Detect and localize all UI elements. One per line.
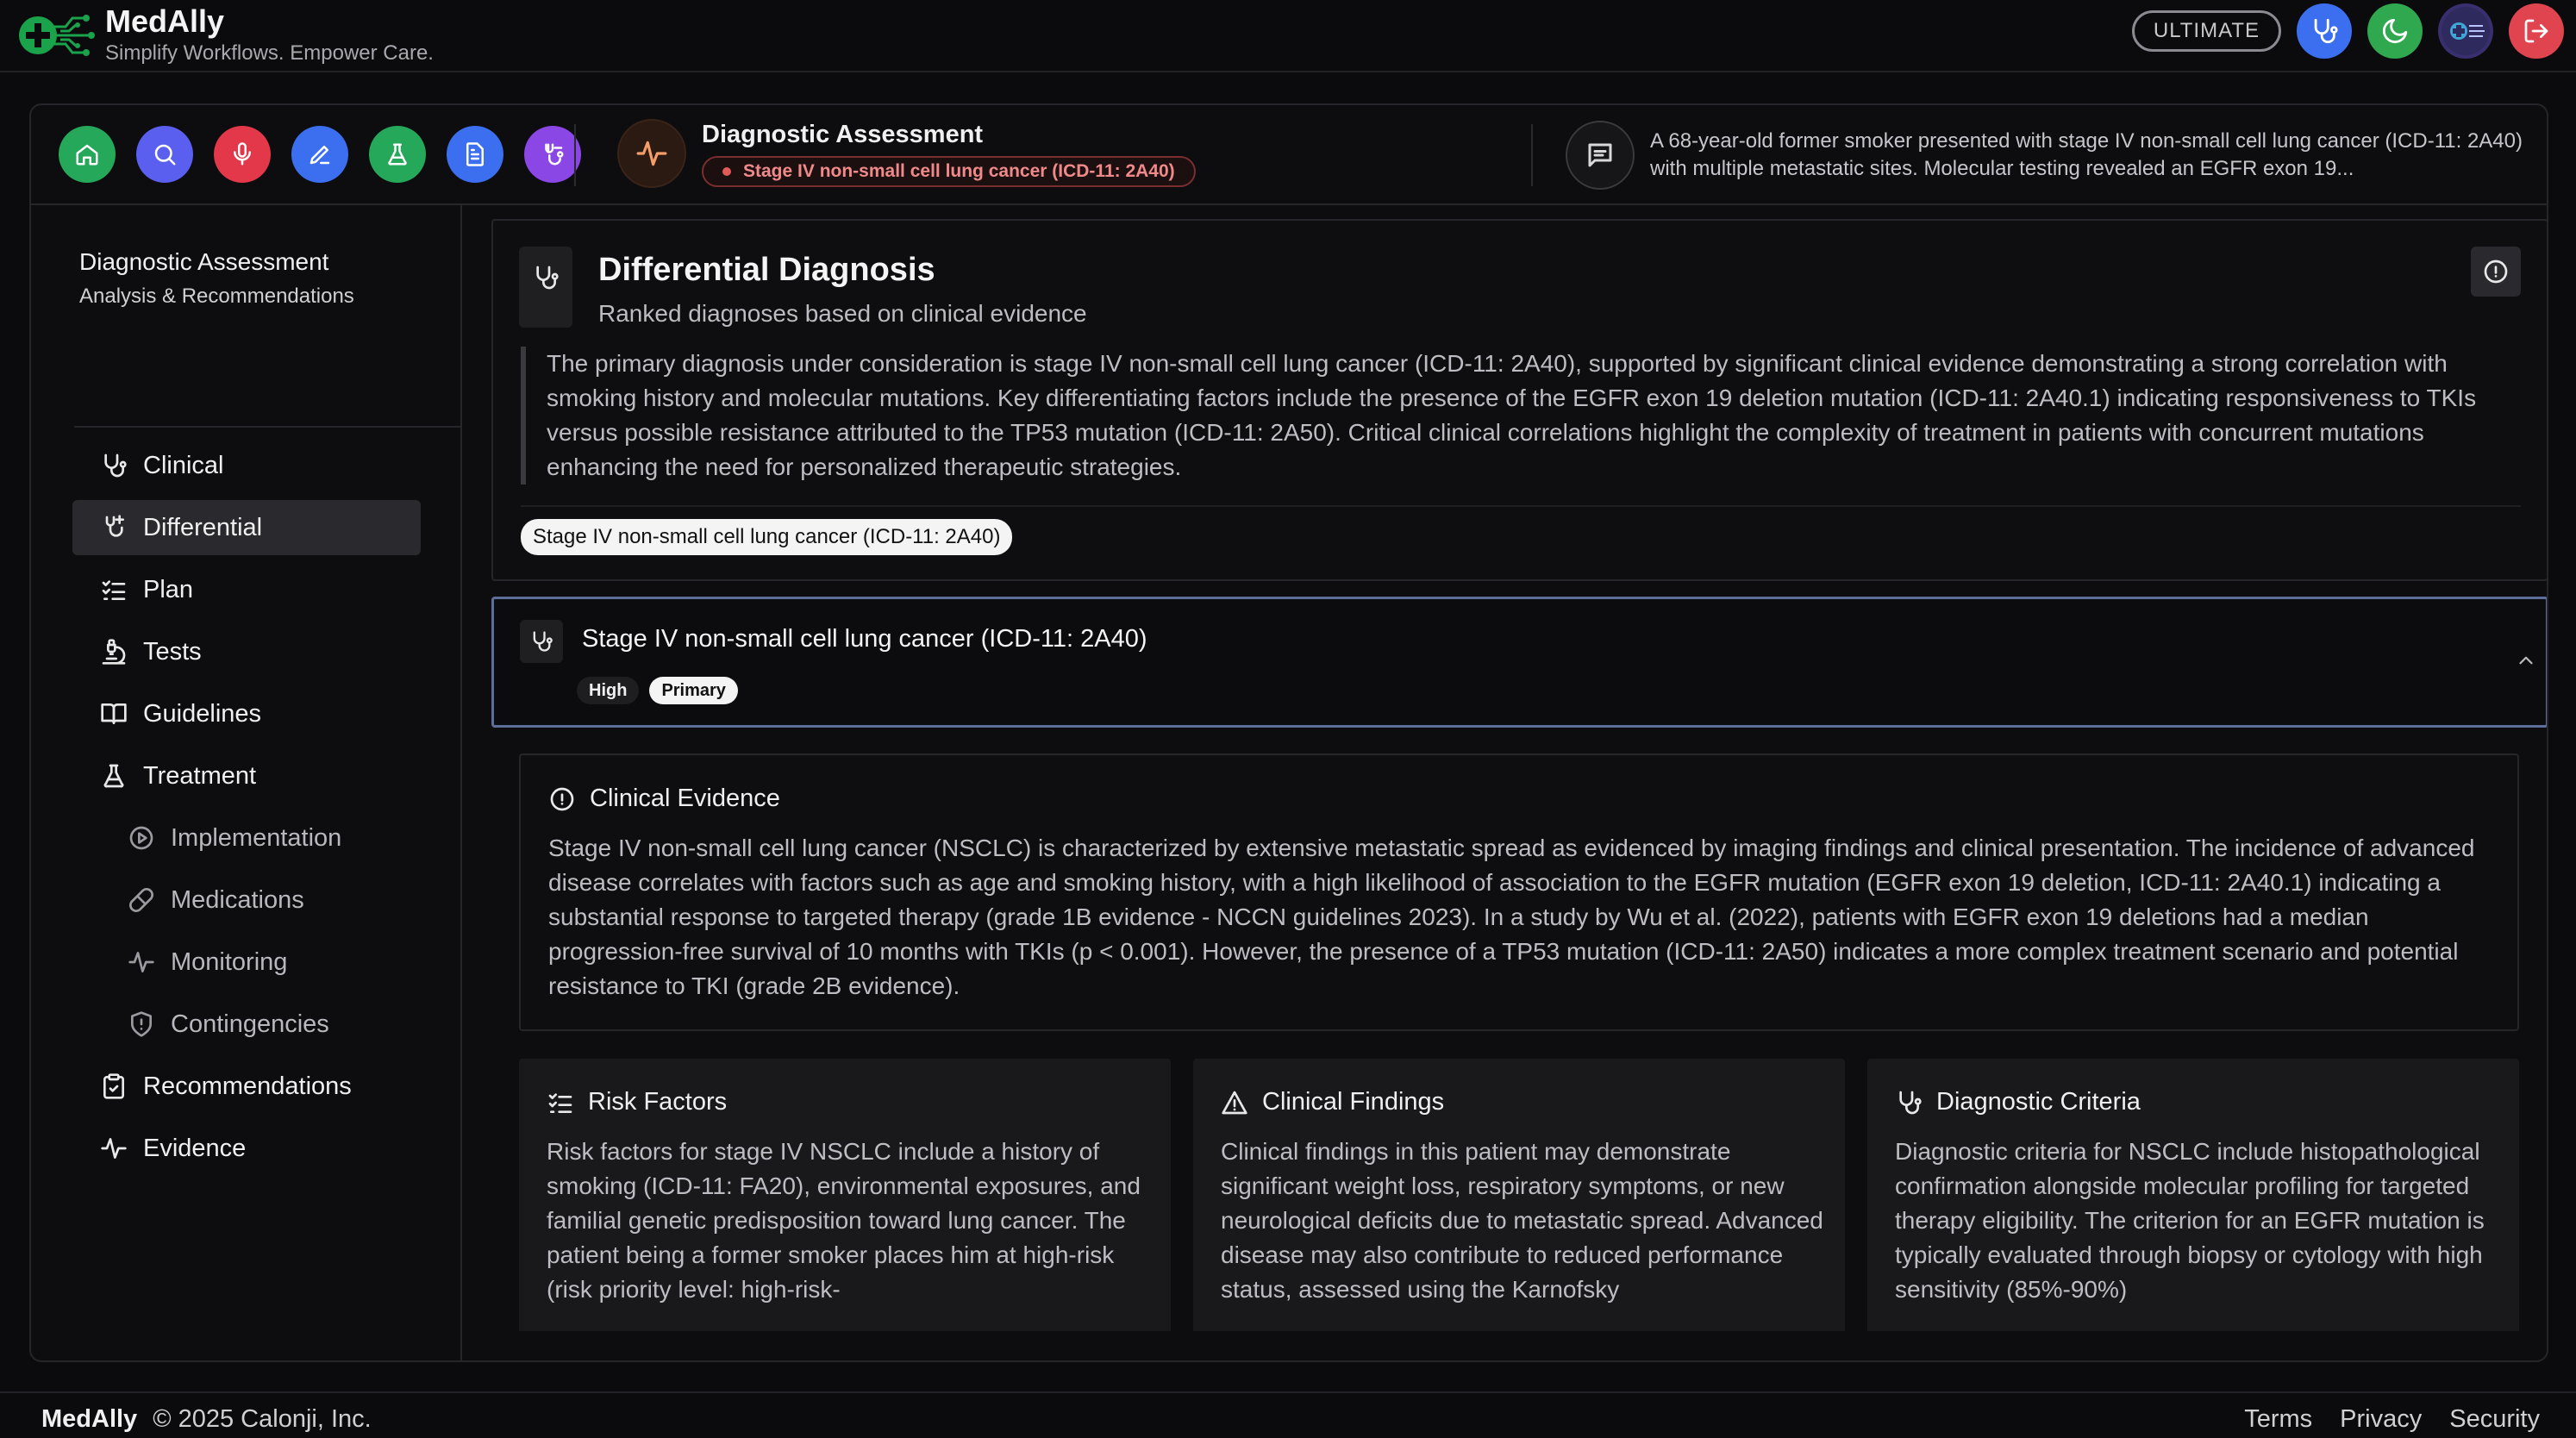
flask-icon bbox=[100, 762, 128, 790]
sidebar-item-medications[interactable] bbox=[72, 872, 421, 928]
clipboard-check-icon bbox=[100, 1072, 128, 1100]
sidebar-title: Diagnostic Assessment bbox=[79, 248, 329, 275]
differential-icon bbox=[100, 514, 128, 541]
detail-cards bbox=[519, 1059, 2519, 1331]
sidebar-item-clinical[interactable] bbox=[72, 438, 421, 493]
list-checks-icon bbox=[547, 1089, 574, 1116]
diagnosis-accordion-header[interactable] bbox=[491, 597, 2547, 728]
shield-icon bbox=[128, 1010, 155, 1038]
sidebar-item-label: Medications bbox=[171, 885, 304, 914]
warning-triangle-icon bbox=[1221, 1089, 1248, 1116]
evidence-title: Clinical Evidence bbox=[590, 785, 780, 812]
avatar[interactable] bbox=[2438, 3, 2493, 59]
card-title: Risk Factors bbox=[588, 1088, 728, 1116]
activity-icon bbox=[128, 948, 155, 976]
chat-icon[interactable] bbox=[1566, 121, 1635, 190]
top-header bbox=[0, 0, 2576, 72]
sidebar-item-label: Implementation bbox=[171, 823, 342, 852]
main-panel bbox=[29, 103, 2548, 1362]
sidebar-item-monitoring[interactable] bbox=[72, 935, 421, 990]
stethoscope-icon bbox=[520, 620, 563, 663]
sidebar-item-treatment[interactable] bbox=[72, 748, 421, 803]
sidebar-item-label: Guidelines bbox=[143, 699, 262, 728]
footer-link-security[interactable]: Security bbox=[2449, 1405, 2540, 1433]
risk-factors-card bbox=[519, 1059, 1171, 1331]
stethoscope-icon bbox=[519, 247, 572, 328]
card-title: Clinical Findings bbox=[1262, 1088, 1445, 1116]
search-icon[interactable] bbox=[136, 126, 193, 183]
differential-summary: The primary diagnosis under consideration is stage IV non-small cell lung cancer (ICD-11: 2A40), supported by significant clinical evidence demonstrating a strong correlation with smoking history and molecular mutations. Key differentiating factors include the presence of the EGFR exon 19 deletion mutation (ICD-11: 2A40.1) indicating responsiveness to TKIs versus possible resistance attributed to the TP53 mutation (ICD-11: 2A50). Critical clinical correlations highlight the complexity of treatment in patients with concurrent mutations enhancing the need for personalized therapeutic strategies. bbox=[521, 347, 2521, 485]
footer-link-privacy[interactable]: Privacy bbox=[2340, 1405, 2423, 1433]
sidebar-item-label: Differential bbox=[143, 513, 263, 541]
sidebar-item-label: Clinical bbox=[143, 451, 224, 479]
footer-link-terms[interactable]: Terms bbox=[2244, 1405, 2313, 1433]
info-icon bbox=[548, 785, 576, 813]
content-area bbox=[478, 219, 2547, 1331]
sidebar-item-differential[interactable] bbox=[72, 500, 421, 555]
footer-brand: MedAlly bbox=[41, 1405, 138, 1433]
flask-icon[interactable] bbox=[369, 126, 426, 183]
sidebar bbox=[31, 205, 462, 1360]
app-tagline: Simplify Workflows. Empower Care. bbox=[105, 41, 434, 65]
sidebar-nav bbox=[72, 438, 421, 1183]
microscope-icon bbox=[100, 638, 128, 666]
sidebar-item-recommendations[interactable] bbox=[72, 1059, 421, 1114]
card-text: Diagnostic criteria for NSCLC include histopathological confirmation alongside molecular profiling for targeted therapy eligibility. The criterion for an EGFR mutation is typically evaluated through biopsy or cytology with high sensitivity (85%-90%) bbox=[1895, 1138, 2485, 1303]
clinical-findings-card bbox=[1193, 1059, 1845, 1331]
sidebar-item-evidence[interactable] bbox=[72, 1121, 421, 1176]
sidebar-item-label: Monitoring bbox=[171, 947, 288, 976]
footer bbox=[0, 1391, 2576, 1438]
card-title: Diagnostic Criteria bbox=[1936, 1088, 2141, 1116]
chevron-up-icon[interactable] bbox=[2515, 649, 2537, 672]
section-title: Differential Diagnosis bbox=[598, 252, 935, 288]
assessment-header bbox=[617, 119, 1196, 188]
sidebar-item-label: Evidence bbox=[143, 1134, 247, 1162]
diagnosis-pill-label: Stage IV non-small cell lung cancer (ICD-11: 2A40) bbox=[743, 160, 1175, 181]
sidebar-item-guidelines[interactable] bbox=[72, 686, 421, 741]
diagnosis-pill bbox=[702, 156, 1196, 187]
sidebar-item-label: Contingencies bbox=[171, 1010, 329, 1038]
sidebar-item-tests[interactable] bbox=[72, 624, 421, 679]
home-icon[interactable] bbox=[59, 126, 116, 183]
document-icon[interactable] bbox=[447, 126, 503, 183]
sidebar-item-contingencies[interactable] bbox=[72, 997, 421, 1052]
assessment-title: Diagnostic Assessment bbox=[702, 120, 984, 148]
stethoscope-icon[interactable] bbox=[2297, 3, 2352, 59]
case-summary-text: A 68-year-old former smoker presented with stage IV non-small cell lung cancer (ICD-11: 2A40) with multiple metastatic sites. Molecular testing revealed an EGFR exon 19... bbox=[1650, 129, 2523, 180]
case-summary[interactable] bbox=[1566, 121, 2531, 190]
plan-badge: ULTIMATE bbox=[2132, 10, 2281, 52]
rank-badge: Primary bbox=[649, 677, 738, 704]
divider bbox=[521, 505, 2521, 507]
section-subtitle: Ranked diagnoses based on clinical evidence bbox=[598, 300, 1087, 327]
info-icon[interactable] bbox=[2471, 247, 2521, 297]
sidebar-item-plan[interactable] bbox=[72, 562, 421, 617]
footer-copyright: © 2025 Calonji, Inc. bbox=[153, 1405, 372, 1433]
stethoscope-icon bbox=[1895, 1089, 1923, 1116]
sidebar-item-label: Recommendations bbox=[143, 1072, 352, 1100]
app-name: MedAlly bbox=[105, 3, 225, 39]
diagnosis-title: Stage IV non-small cell lung cancer (ICD-11: 2A40) bbox=[582, 625, 1147, 653]
book-icon bbox=[100, 700, 128, 728]
sidebar-item-label: Tests bbox=[143, 637, 202, 666]
sidebar-item-label: Plan bbox=[143, 575, 194, 603]
diagnostic-criteria-card bbox=[1867, 1059, 2519, 1331]
card-text: Risk factors for stage IV NSCLC include a history of smoking (ICD-11: FA20), environmental exposures, and familial genetic predisposition toward lung cancer. The patient being a former smoker places him at high-risk (risk priority level: high-risk- bbox=[547, 1138, 1141, 1303]
play-circle-icon bbox=[128, 824, 155, 852]
pencil-icon[interactable] bbox=[291, 126, 348, 183]
toolbar bbox=[31, 105, 2547, 205]
activity-icon bbox=[617, 119, 686, 188]
medally-logo-icon bbox=[16, 8, 95, 63]
sidebar-item-implementation[interactable] bbox=[72, 810, 421, 866]
divider bbox=[74, 426, 462, 428]
likelihood-badge: High bbox=[577, 677, 639, 704]
list-checks-icon bbox=[100, 576, 128, 603]
stethoscope-icon bbox=[100, 452, 128, 479]
evidence-text: Stage IV non-small cell lung cancer (NSCLC) is characterized by extensive metastatic spread as evidenced by imaging findings and clinical presentation. The incidence of advanced disease correlates with factors such as age and smoking history, with a high likelihood of association to the EGFR mutation (EGFR exon 19 deletion, ICD-11: 2A40.1) indicating a substantial response to targeted therapy (grade 1B evidence - NCCN guidelines 2023). In a study by Wu et al. (2022), patients with EGFR exon 19 deletions had a median progression-free survival of 10 months with TKIs (p < 0.001). However, the presence of a TP53 mutation (ICD-11: 2A50) indicates a more complex treatment scenario and potential resistance to TKI (grade 2B evidence). bbox=[548, 835, 2475, 999]
sidebar-item-label: Treatment bbox=[143, 761, 257, 790]
status-dot bbox=[722, 167, 731, 176]
activity-icon bbox=[100, 1135, 128, 1162]
brand[interactable] bbox=[16, 5, 434, 66]
pill-icon bbox=[128, 886, 155, 914]
sidebar-subtitle: Analysis & Recommendations bbox=[79, 284, 354, 308]
differential-diagnosis-card bbox=[491, 219, 2547, 581]
diagnosis-chip[interactable]: Stage IV non-small cell lung cancer (ICD-11: 2A40) bbox=[521, 519, 1012, 555]
microphone-icon[interactable] bbox=[214, 126, 271, 183]
differential-icon[interactable] bbox=[524, 126, 581, 183]
clinical-evidence-card bbox=[519, 753, 2519, 1031]
moon-icon[interactable] bbox=[2367, 3, 2423, 59]
logout-icon[interactable] bbox=[2509, 3, 2564, 59]
card-text: Clinical findings in this patient may demonstrate significant weight loss, respiratory symptoms, or new neurological deficits due to metastatic spread. Advanced disease may also contribute to reduced performance status, assessed using the Karnofsky bbox=[1221, 1138, 1823, 1303]
